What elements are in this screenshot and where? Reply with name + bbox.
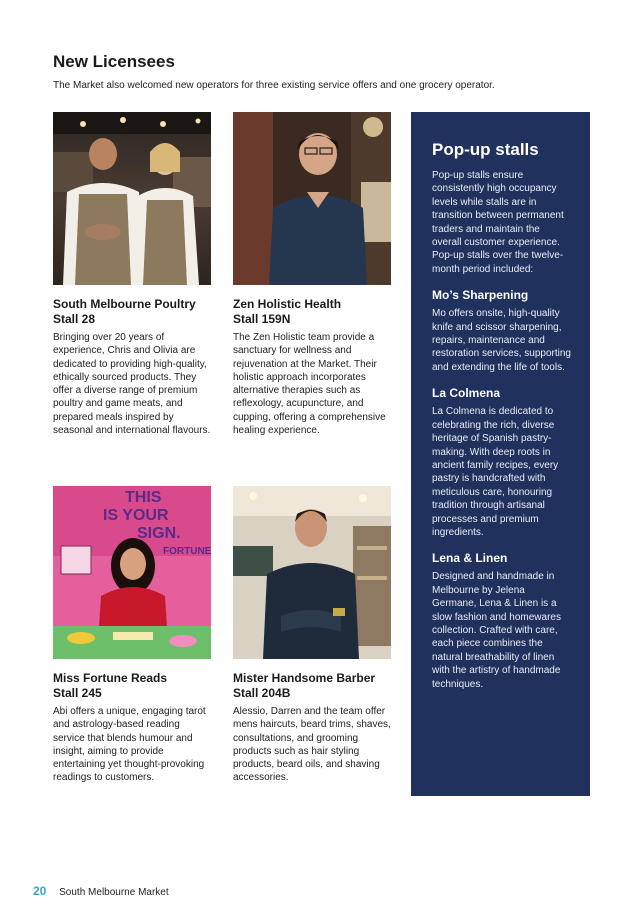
licensee-name: South Melbourne Poultry [53, 297, 196, 311]
sign-text-line3: SIGN. [137, 525, 181, 542]
page-number: 20 [33, 884, 47, 898]
licensee-description: Bringing over 20 years of experience, Chris and Olivia are dedicated to providing high-quality, ethically sourced products. They offer a diverse range of premium poultry and game meats, and prepared meals inspired by seasonal and international flavours. [53, 332, 211, 437]
licensee-description: Abi offers a unique, engaging tarot and astrology-based reading service that blends humour and insight, aiming to provide entertaining yet thought-provoking readings to customers. [53, 706, 206, 784]
licensee-description: The Zen Holistic team provide a sanctuary for wellness and rejuvenation at the Market. Their holistic approach incorporates alternative therapies such as reflexology, acupuncture, and cupping, offering a comprehensive healing experience. [233, 332, 386, 437]
licensee-card-zen [233, 112, 391, 437]
popup-item-name: Mo’s Sharpening [432, 288, 529, 303]
popup-item-description: La Colmena is dedicated to celebrating the rich, diverse heritage of Spanish pastry-making. With deep roots in ancient family recipes, every pastry is handcrafted with meticulous care, honouring tradition through artisanal processes and premium ingredients. [432, 406, 559, 538]
licensee-name: Miss Fortune Reads [53, 671, 168, 685]
popup-lead: Pop-up stalls ensure consistently high occupancy levels while stalls are in transition between permanent traders and maintain the overall customer experience. Pop-up stalls over the twelve-month period included: [432, 170, 564, 275]
publication-name: South Melbourne Market [59, 887, 169, 898]
popup-title: Pop-up stalls [432, 140, 539, 159]
popup-item-name: La Colmena [432, 386, 501, 401]
sign-text-line2: IS YOUR [103, 507, 169, 524]
barber-photo [233, 486, 391, 659]
popup-item-description: Designed and handmade in Melbourne by Jelena Germane, Lena & Linen is a slow fashion and homewares collection. Crafted with care, each piece combines the natural breathability of linen with the artistry of handmade techniques. [432, 571, 561, 690]
poultry-photo [53, 112, 211, 285]
page-footer [33, 884, 169, 898]
popup-item-name: Lena & Linen [432, 551, 508, 566]
page-title: New Licensees [53, 52, 175, 71]
licensee-stall: Stall 204B [233, 686, 291, 700]
sign-text-line1: THIS [125, 489, 162, 506]
sign-text-line4: FORTUNE [163, 546, 211, 557]
licensee-stall: Stall 28 [53, 312, 96, 326]
licensee-card-poultry [53, 112, 211, 437]
licensee-card-barber [233, 486, 391, 785]
popup-item-description: Mo offers onsite, high-quality knife and scissor sharpening, repairs, maintenance and restoration services, supporting and extending the life of tools. [432, 308, 571, 373]
popup-stalls-panel [411, 112, 590, 796]
licensee-name: Mister Handsome Barber [233, 671, 376, 685]
licensee-description: Alessio, Darren and the team offer mens haircuts, beard trims, shaves, consultations, and grooming products such as hair styling products, beard oils, and shaving accessories. [233, 706, 391, 784]
licensee-stall: Stall 245 [53, 686, 102, 700]
zen-photo [233, 112, 391, 285]
intro-text: The Market also welcomed new operators for three existing service offers and one grocery operator. [53, 80, 495, 91]
fortune-photo [53, 486, 211, 659]
licensee-name: Zen Holistic Health [233, 297, 342, 311]
licensee-stall: Stall 159N [233, 312, 291, 326]
licensee-card-fortune [53, 486, 211, 785]
